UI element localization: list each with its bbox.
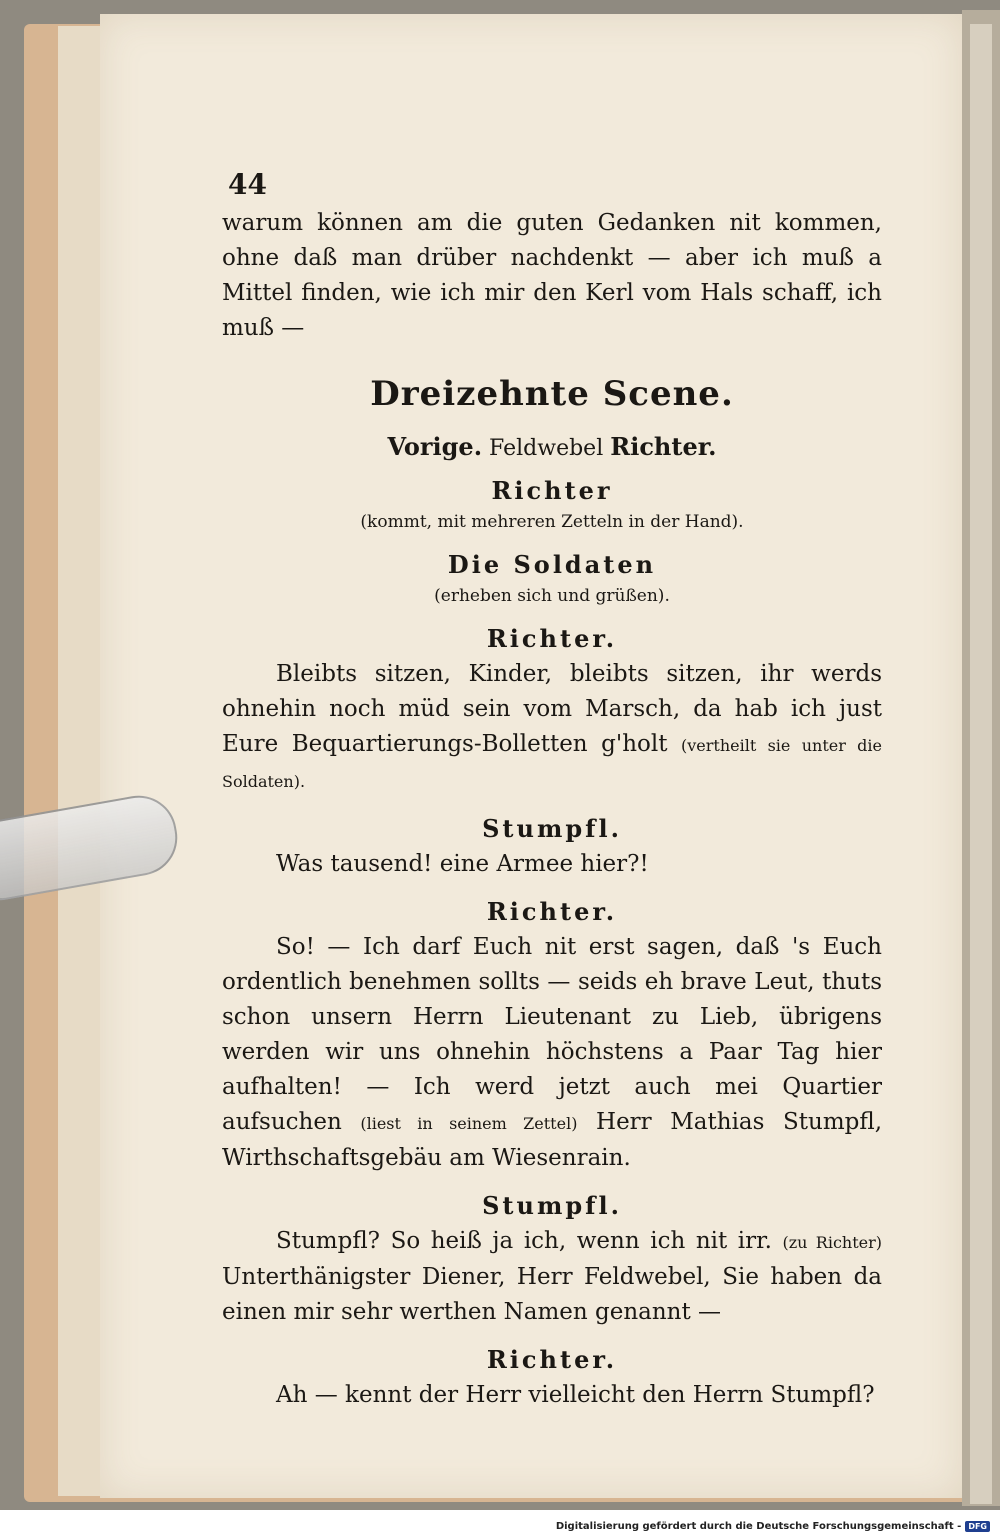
inline-stage-direction: (zu Richter) — [782, 1233, 883, 1252]
dialogue-text — [222, 657, 882, 799]
speaker-name: Stumpfl. — [482, 814, 622, 843]
speaker-name: Richter — [491, 476, 613, 505]
speaker-name: Richter. — [486, 897, 618, 926]
speaker-name: Richter. — [486, 1345, 618, 1374]
dialogue-line-continued: Unterthänigster Diener, Herr Feldwebel, Sie haben da einen mir sehr werthen Namen genannt — — [222, 1264, 882, 1325]
stage-direction: (erheben sich und grüßen). — [434, 586, 670, 606]
dialogue-line-continued: Herr Mathias Stumpfl, Wirthschaftsgebäu am Wiesenrain. — [222, 1109, 883, 1171]
facing-page-paper — [970, 24, 992, 1504]
facing-page-edge — [962, 10, 1000, 1506]
opening-lines: warum können am die guten Gedanken nit kommen, ohne daß man drüber nachdenkt — aber ich muß a Mittel finden, wie ich mir den Kerl vom Hals schaff, ich muß — — [222, 210, 882, 341]
page-number: 44 — [228, 168, 267, 201]
digitization-credit — [556, 1521, 990, 1532]
credit-text: Digitalisierung gefördert durch die Deutsche Forschungsgemeinschaft - — [555, 1521, 962, 1532]
inline-stage-direction: (vertheilt sie unter die Soldaten). — [222, 736, 882, 791]
scene-title: Dreizehnte Scene. — [370, 374, 734, 414]
dialogue-line: Bleibts sitzen, Kinder, bleibts sitzen, ihr werds ohnehin noch müd sein vom Marsch, da hab ich just Eure Bequartierungs-Bolletten g'holt — [222, 661, 882, 757]
dialogue-text — [222, 1224, 882, 1330]
dialogue-text: Was tausend! eine Armee hier?! — [276, 851, 649, 877]
speaker-name: Richter. — [486, 624, 618, 653]
roles-part1: Vorige. — [387, 432, 483, 461]
scene-roles — [222, 432, 882, 461]
dialogue-line: So! — Ich darf Euch nit erst sagen, daß 's Euch ordentlich benehmen sollts — seids eh brave Leut, thuts schon unsern Herrn Lieutenant zu Lieb, übrigens werden wir uns ohnehin höchstens a Paar Tag hier aufhalten! — Ich werd jetzt auch mei Quartier aufsuchen — [222, 934, 882, 1135]
page-text — [222, 168, 882, 1413]
speaker-name: Stumpfl. — [482, 1191, 622, 1220]
inline-stage-direction: (liest in seinem Zettel) — [360, 1114, 578, 1133]
roles-part2: Feldwebel — [489, 436, 604, 461]
dfg-logo: DFG — [965, 1521, 990, 1532]
roles-part3: Richter. — [610, 432, 717, 461]
stage-direction: (kommt, mit mehreren Zetteln in der Hand). — [360, 512, 744, 532]
dialogue-line: Stumpfl? So heiß ja ich, wenn ich nit irr. — [276, 1228, 772, 1254]
dialogue-text: Ah — kennt der Herr vielleicht den Herrn Stumpfl? — [276, 1382, 875, 1408]
speaker-name: Die Soldaten — [447, 550, 657, 579]
dialogue-text — [222, 930, 882, 1176]
